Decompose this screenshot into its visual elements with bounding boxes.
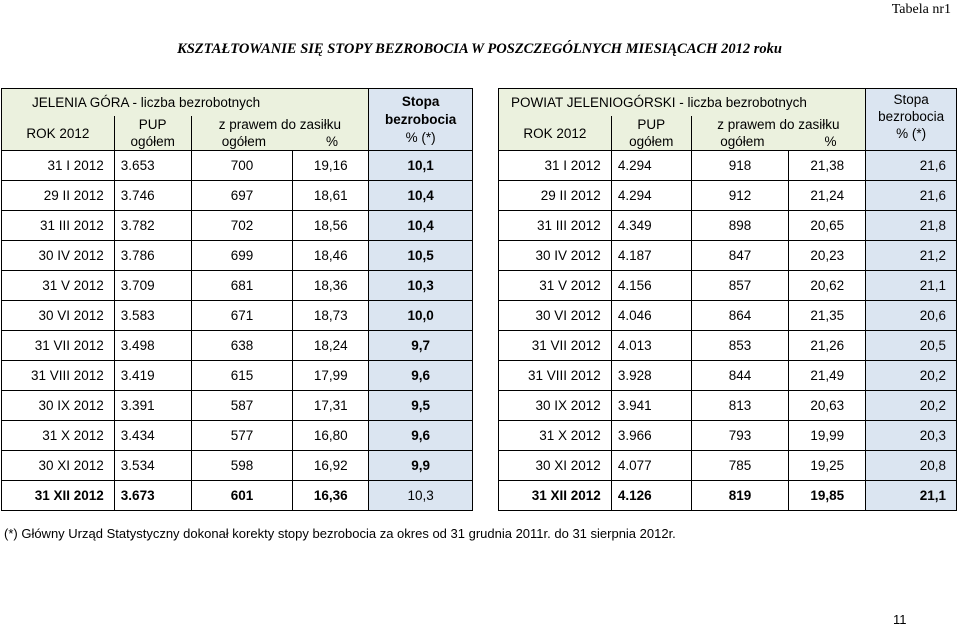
table-row [499,301,957,331]
pup-cell: 3.746 [114,181,191,211]
zasilek-count-cell: 615 [191,361,293,391]
pup-cell: 3.782 [114,211,191,241]
zasilek-count-cell: 671 [191,301,293,331]
zasilek-pct-cell: 18,46 [293,241,369,271]
table-row [499,241,957,271]
table-row [499,451,957,481]
pup-cell: 3.434 [114,421,191,451]
zasilek-pct-cell: 19,85 [789,481,866,511]
left-pup-header: PUP ogółem [114,116,191,151]
pup-cell: 4.349 [611,211,691,241]
right-stopa-header: Stopa bezrobocia % (*) [866,89,957,151]
stopa-cell: 10,0 [369,301,473,331]
zasilek-count-cell: 857 [691,271,789,301]
stopa-cell: 9,7 [369,331,473,361]
table-row [499,331,957,361]
zasilek-count-cell: 699 [191,241,293,271]
pup-cell: 3.709 [114,271,191,301]
pup-cell: 4.294 [611,151,691,181]
table-row [2,421,473,451]
zasilek-pct-cell: 21,24 [789,181,866,211]
stopa-cell: 10,4 [369,211,473,241]
stopa-cell: 9,5 [369,391,473,421]
powiat-table [498,88,957,511]
zasilek-count-cell: 577 [191,421,293,451]
stopa-cell: 10,3 [369,481,473,511]
table-row [2,181,473,211]
zasilek-pct-cell: 21,35 [789,301,866,331]
zasilek-count-cell: 681 [191,271,293,301]
left-stopa-header: Stopa bezrobocia % (*) [369,89,473,151]
zasilek-count-cell: 864 [691,301,789,331]
zasilek-count-cell: 697 [191,181,293,211]
zasilek-count-cell: 785 [691,451,789,481]
date-cell: 31 III 2012 [499,211,612,241]
date-cell: 31 VII 2012 [499,331,612,361]
zasilek-count-cell: 587 [191,391,293,421]
zasilek-pct-cell: 17,31 [293,391,369,421]
table-number-label: Tabela nr1 [891,2,951,17]
zasilek-pct-cell: 20,63 [789,391,866,421]
table-row [2,331,473,361]
table-row [2,391,473,421]
zasilek-count-cell: 853 [691,331,789,361]
date-cell: 30 VI 2012 [2,301,115,331]
zasilek-pct-cell: 20,62 [789,271,866,301]
stopa-cell: 9,9 [369,451,473,481]
stopa-cell: 20,8 [866,451,957,481]
zasilek-pct-cell: 18,56 [293,211,369,241]
stopa-cell: 21,1 [866,271,957,301]
stopa-cell: 10,5 [369,241,473,271]
pup-cell: 4.013 [611,331,691,361]
right-pup-header: PUP ogółem [611,116,691,151]
zasilek-count-cell: 844 [691,361,789,391]
pup-cell: 4.294 [611,181,691,211]
table-row [2,301,473,331]
pup-cell: 4.126 [611,481,691,511]
zasilek-count-cell: 847 [691,241,789,271]
stopa-cell: 20,2 [866,391,957,421]
footnote: (*) Główny Urząd Statystyczny dokonał korekty stopy bezrobocia za okres od 31 grudnia 2011r. do 31 sierpnia 2012r. [4,526,676,541]
pup-cell: 3.941 [611,391,691,421]
date-cell: 31 III 2012 [2,211,115,241]
date-cell: 29 II 2012 [499,181,612,211]
page-number: 11 [893,612,907,627]
date-cell: 30 IX 2012 [2,391,115,421]
date-cell: 30 IV 2012 [2,241,115,271]
right-zasilek-header: z prawem do zasiłku ogółem % [691,116,866,151]
table-row [2,241,473,271]
zasilek-pct-cell: 21,49 [789,361,866,391]
zasilek-count-cell: 898 [691,211,789,241]
stopa-cell: 21,6 [866,181,957,211]
table-row [499,421,957,451]
zasilek-pct-cell: 16,92 [293,451,369,481]
pup-cell: 3.534 [114,451,191,481]
date-cell: 30 IV 2012 [499,241,612,271]
pup-cell: 4.046 [611,301,691,331]
stopa-cell: 21,2 [866,241,957,271]
zasilek-count-cell: 793 [691,421,789,451]
date-cell: 31 XII 2012 [2,481,115,511]
date-cell: 30 XI 2012 [499,451,612,481]
pup-cell: 4.156 [611,271,691,301]
table-row [499,181,957,211]
zasilek-count-cell: 638 [191,331,293,361]
zasilek-count-cell: 598 [191,451,293,481]
left-zasilek-header: z prawem do zasiłku ogółem % [191,116,369,151]
table-row [2,481,473,511]
date-cell: 31 XII 2012 [499,481,612,511]
zasilek-count-cell: 819 [691,481,789,511]
pup-cell: 3.673 [114,481,191,511]
zasilek-pct-cell: 19,16 [293,151,369,181]
zasilek-pct-cell: 19,99 [789,421,866,451]
pup-cell: 4.187 [611,241,691,271]
zasilek-count-cell: 912 [691,181,789,211]
stopa-cell: 10,4 [369,181,473,211]
zasilek-pct-cell: 16,36 [293,481,369,511]
pup-cell: 3.653 [114,151,191,181]
document-title: KSZTAŁTOWANIE SIĘ STOPY BEZROBOCIA W POSZCZEGÓLNYCH MIESIĄCACH 2012 roku [177,41,782,57]
table-row [499,151,957,181]
zasilek-pct-cell: 20,23 [789,241,866,271]
table-row [499,391,957,421]
date-cell: 31 X 2012 [2,421,115,451]
stopa-cell: 10,1 [369,151,473,181]
date-cell: 30 IX 2012 [499,391,612,421]
stopa-cell: 21,8 [866,211,957,241]
zasilek-pct-cell: 21,38 [789,151,866,181]
stopa-cell: 10,3 [369,271,473,301]
zasilek-pct-cell: 18,73 [293,301,369,331]
table-row [499,361,957,391]
table-row [2,361,473,391]
zasilek-pct-cell: 18,24 [293,331,369,361]
date-cell: 31 V 2012 [499,271,612,301]
pup-cell: 3.928 [611,361,691,391]
jelenia-gora-table [1,88,473,511]
right-rok-header: ROK 2012 [499,116,612,151]
table-row [499,211,957,241]
stopa-cell: 20,6 [866,301,957,331]
date-cell: 31 VII 2012 [2,331,115,361]
table-row [499,481,957,511]
pup-cell: 3.583 [114,301,191,331]
zasilek-pct-cell: 18,36 [293,271,369,301]
zasilek-pct-cell: 18,61 [293,181,369,211]
zasilek-count-cell: 700 [191,151,293,181]
date-cell: 31 I 2012 [2,151,115,181]
table-row [2,451,473,481]
stopa-cell: 20,5 [866,331,957,361]
zasilek-count-cell: 813 [691,391,789,421]
left-rok-header: ROK 2012 [2,116,115,151]
date-cell: 31 V 2012 [2,271,115,301]
zasilek-count-cell: 918 [691,151,789,181]
pup-cell: 3.419 [114,361,191,391]
zasilek-pct-cell: 19,25 [789,451,866,481]
pup-cell: 3.498 [114,331,191,361]
pup-cell: 3.786 [114,241,191,271]
zasilek-count-cell: 601 [191,481,293,511]
date-cell: 31 VIII 2012 [2,361,115,391]
date-cell: 31 VIII 2012 [499,361,612,391]
zasilek-count-cell: 702 [191,211,293,241]
left-region-header: JELENIA GÓRA - liczba bezrobotnych [2,89,369,117]
pup-cell: 3.391 [114,391,191,421]
stopa-cell: 20,3 [866,421,957,451]
table-row [2,271,473,301]
pup-cell: 4.077 [611,451,691,481]
date-cell: 30 VI 2012 [499,301,612,331]
stopa-cell: 20,2 [866,361,957,391]
zasilek-pct-cell: 20,65 [789,211,866,241]
date-cell: 30 XI 2012 [2,451,115,481]
zasilek-pct-cell: 21,26 [789,331,866,361]
pup-cell: 3.966 [611,421,691,451]
stopa-cell: 9,6 [369,421,473,451]
table-row [499,271,957,301]
date-cell: 31 I 2012 [499,151,612,181]
stopa-cell: 21,1 [866,481,957,511]
stopa-cell: 21,6 [866,151,957,181]
table-row [2,151,473,181]
date-cell: 29 II 2012 [2,181,115,211]
date-cell: 31 X 2012 [499,421,612,451]
stopa-cell: 9,6 [369,361,473,391]
right-region-header: POWIAT JELENIOGÓRSKI - liczba bezrobotnych [499,89,866,117]
zasilek-pct-cell: 16,80 [293,421,369,451]
table-row [2,211,473,241]
zasilek-pct-cell: 17,99 [293,361,369,391]
